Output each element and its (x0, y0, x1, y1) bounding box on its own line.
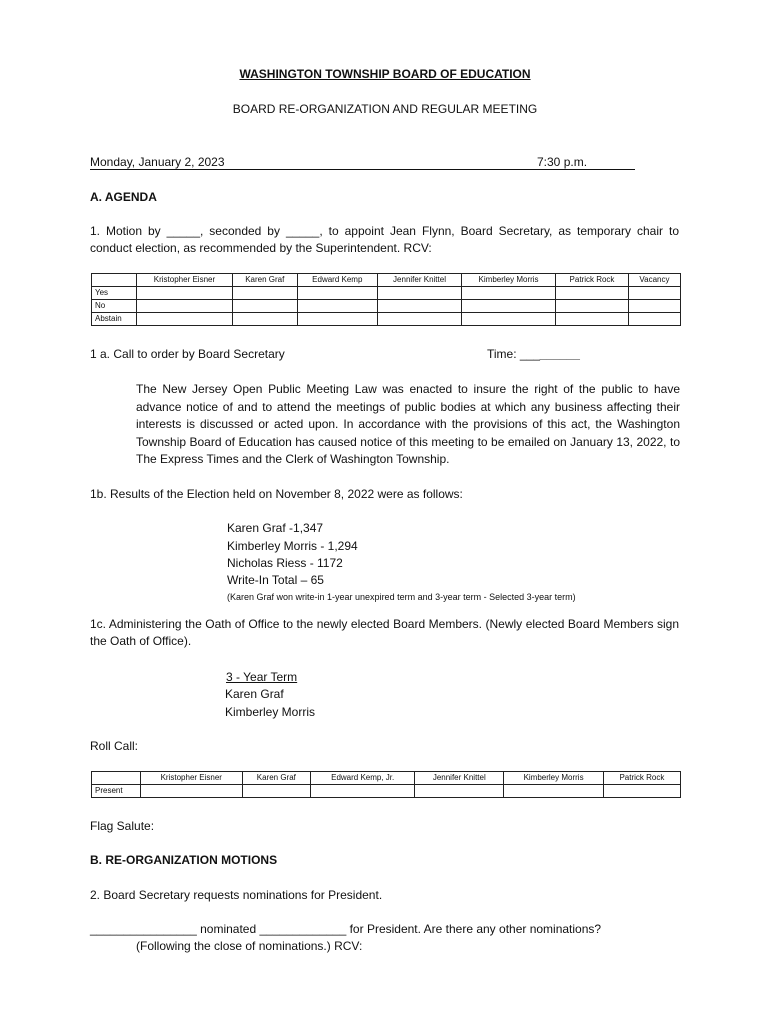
item-1a-label: 1 a. Call to order by Board Secretary (90, 347, 285, 361)
table-header-cell: Karen Graf (232, 274, 297, 287)
term-member: Karen Graf (225, 687, 284, 701)
table-row (92, 785, 681, 798)
table-header-cell: Kristopher Eisner (137, 274, 233, 287)
term-member: Kimberley Morris (225, 705, 316, 719)
table-header-cell: Jennifer Knittel (415, 772, 504, 785)
meeting-date: Monday, January 2, 2023 (90, 155, 225, 169)
table-header-cell (92, 772, 141, 785)
table-header-cell: Kimberley Morris (462, 274, 556, 287)
item-1c-text: 1c. Administering the Oath of Office to the newly elected Board Members. (Newly elected Board Members sign the Oath of Office). (90, 617, 679, 648)
row-label: Yes (92, 287, 137, 300)
meeting-date-line (90, 154, 635, 170)
row-label: Present (92, 785, 141, 798)
roll-call-label: Roll Call: (90, 739, 139, 753)
table-row (92, 287, 681, 300)
meeting-time: 7:30 p.m. (537, 155, 588, 169)
nominee-blank: _____________ (259, 922, 347, 936)
row-label: Abstain (92, 313, 137, 326)
table-header-cell: Kristopher Eisner (141, 772, 243, 785)
table-header-row (92, 772, 681, 785)
rcv-vote-table (91, 273, 681, 326)
table-header-cell: Edward Kemp, Jr. (311, 772, 415, 785)
close-nominations-text: (Following the close of nominations.) RCV: (136, 939, 363, 953)
document-title: WASHINGTON TOWNSHIP BOARD OF EDUCATION (239, 67, 531, 81)
document-subtitle: BOARD RE-ORGANIZATION AND REGULAR MEETING (232, 102, 538, 116)
time-label: Time: ___ (487, 347, 540, 361)
table-header-cell: Patrick Rock (603, 772, 680, 785)
table-header-cell: Karen Graf (242, 772, 311, 785)
term-heading: 3 - Year Term (226, 670, 298, 684)
table-header-cell: Kimberley Morris (504, 772, 604, 785)
time-blank: ______ (539, 347, 580, 361)
table-row (92, 313, 681, 326)
election-note: (Karen Graf won write-in 1-year unexpired term and 3-year term - Selected 3-year term) (227, 592, 576, 602)
nominator-blank: ________________ (90, 922, 197, 936)
section-a-heading: A. AGENDA (90, 190, 157, 204)
table-header-cell: Edward Kemp (297, 274, 377, 287)
table-header-cell (92, 274, 137, 287)
item-2-text: 2. Board Secretary requests nominations for President. (90, 888, 383, 902)
item-1-text: 1. Motion by _____, seconded by _____, to appoint Jean Flynn, Board Secretary, as temporary chair to conduct election, as recommended by the Superintendent. RCV: (90, 224, 679, 255)
flag-salute: Flag Salute: (90, 819, 155, 833)
table-header-cell: Jennifer Knittel (377, 274, 461, 287)
roll-call-table (91, 771, 681, 798)
table-header-row (92, 274, 681, 287)
election-result: Kimberley Morris - 1,294 (227, 539, 358, 553)
item-1b-label: 1b. Results of the Election held on November 8, 2022 were as follows: (90, 487, 463, 501)
nomination-question: for President. Are there any other nominations? (346, 922, 602, 936)
open-meeting-notice: The New Jersey Open Public Meeting Law was enacted to insure the right of the public to have advance notice of and to attend the meetings of public bodies at which any business affecting their interests is discussed or acted upon. In accordance with the provisions of this act, the Washington Township Board of Education has caused notice of this meeting to be emailed on January 13, 2022, to The Express Times and the Clerk of Washington Township. (136, 382, 680, 466)
election-result: Karen Graf -1,347 (227, 521, 324, 535)
table-header-cell: Patrick Rock (556, 274, 629, 287)
section-b-heading: B. RE-ORGANIZATION MOTIONS (90, 853, 278, 867)
item-1a-time (487, 346, 580, 362)
nomination-line (90, 921, 601, 937)
table-row (92, 300, 681, 313)
nominated-text: nominated (196, 922, 260, 936)
election-result: Nicholas Riess - 1172 (227, 556, 343, 570)
table-header-cell: Vacancy (628, 274, 680, 287)
row-label: No (92, 300, 137, 313)
election-result: Write-In Total – 65 (227, 573, 324, 587)
